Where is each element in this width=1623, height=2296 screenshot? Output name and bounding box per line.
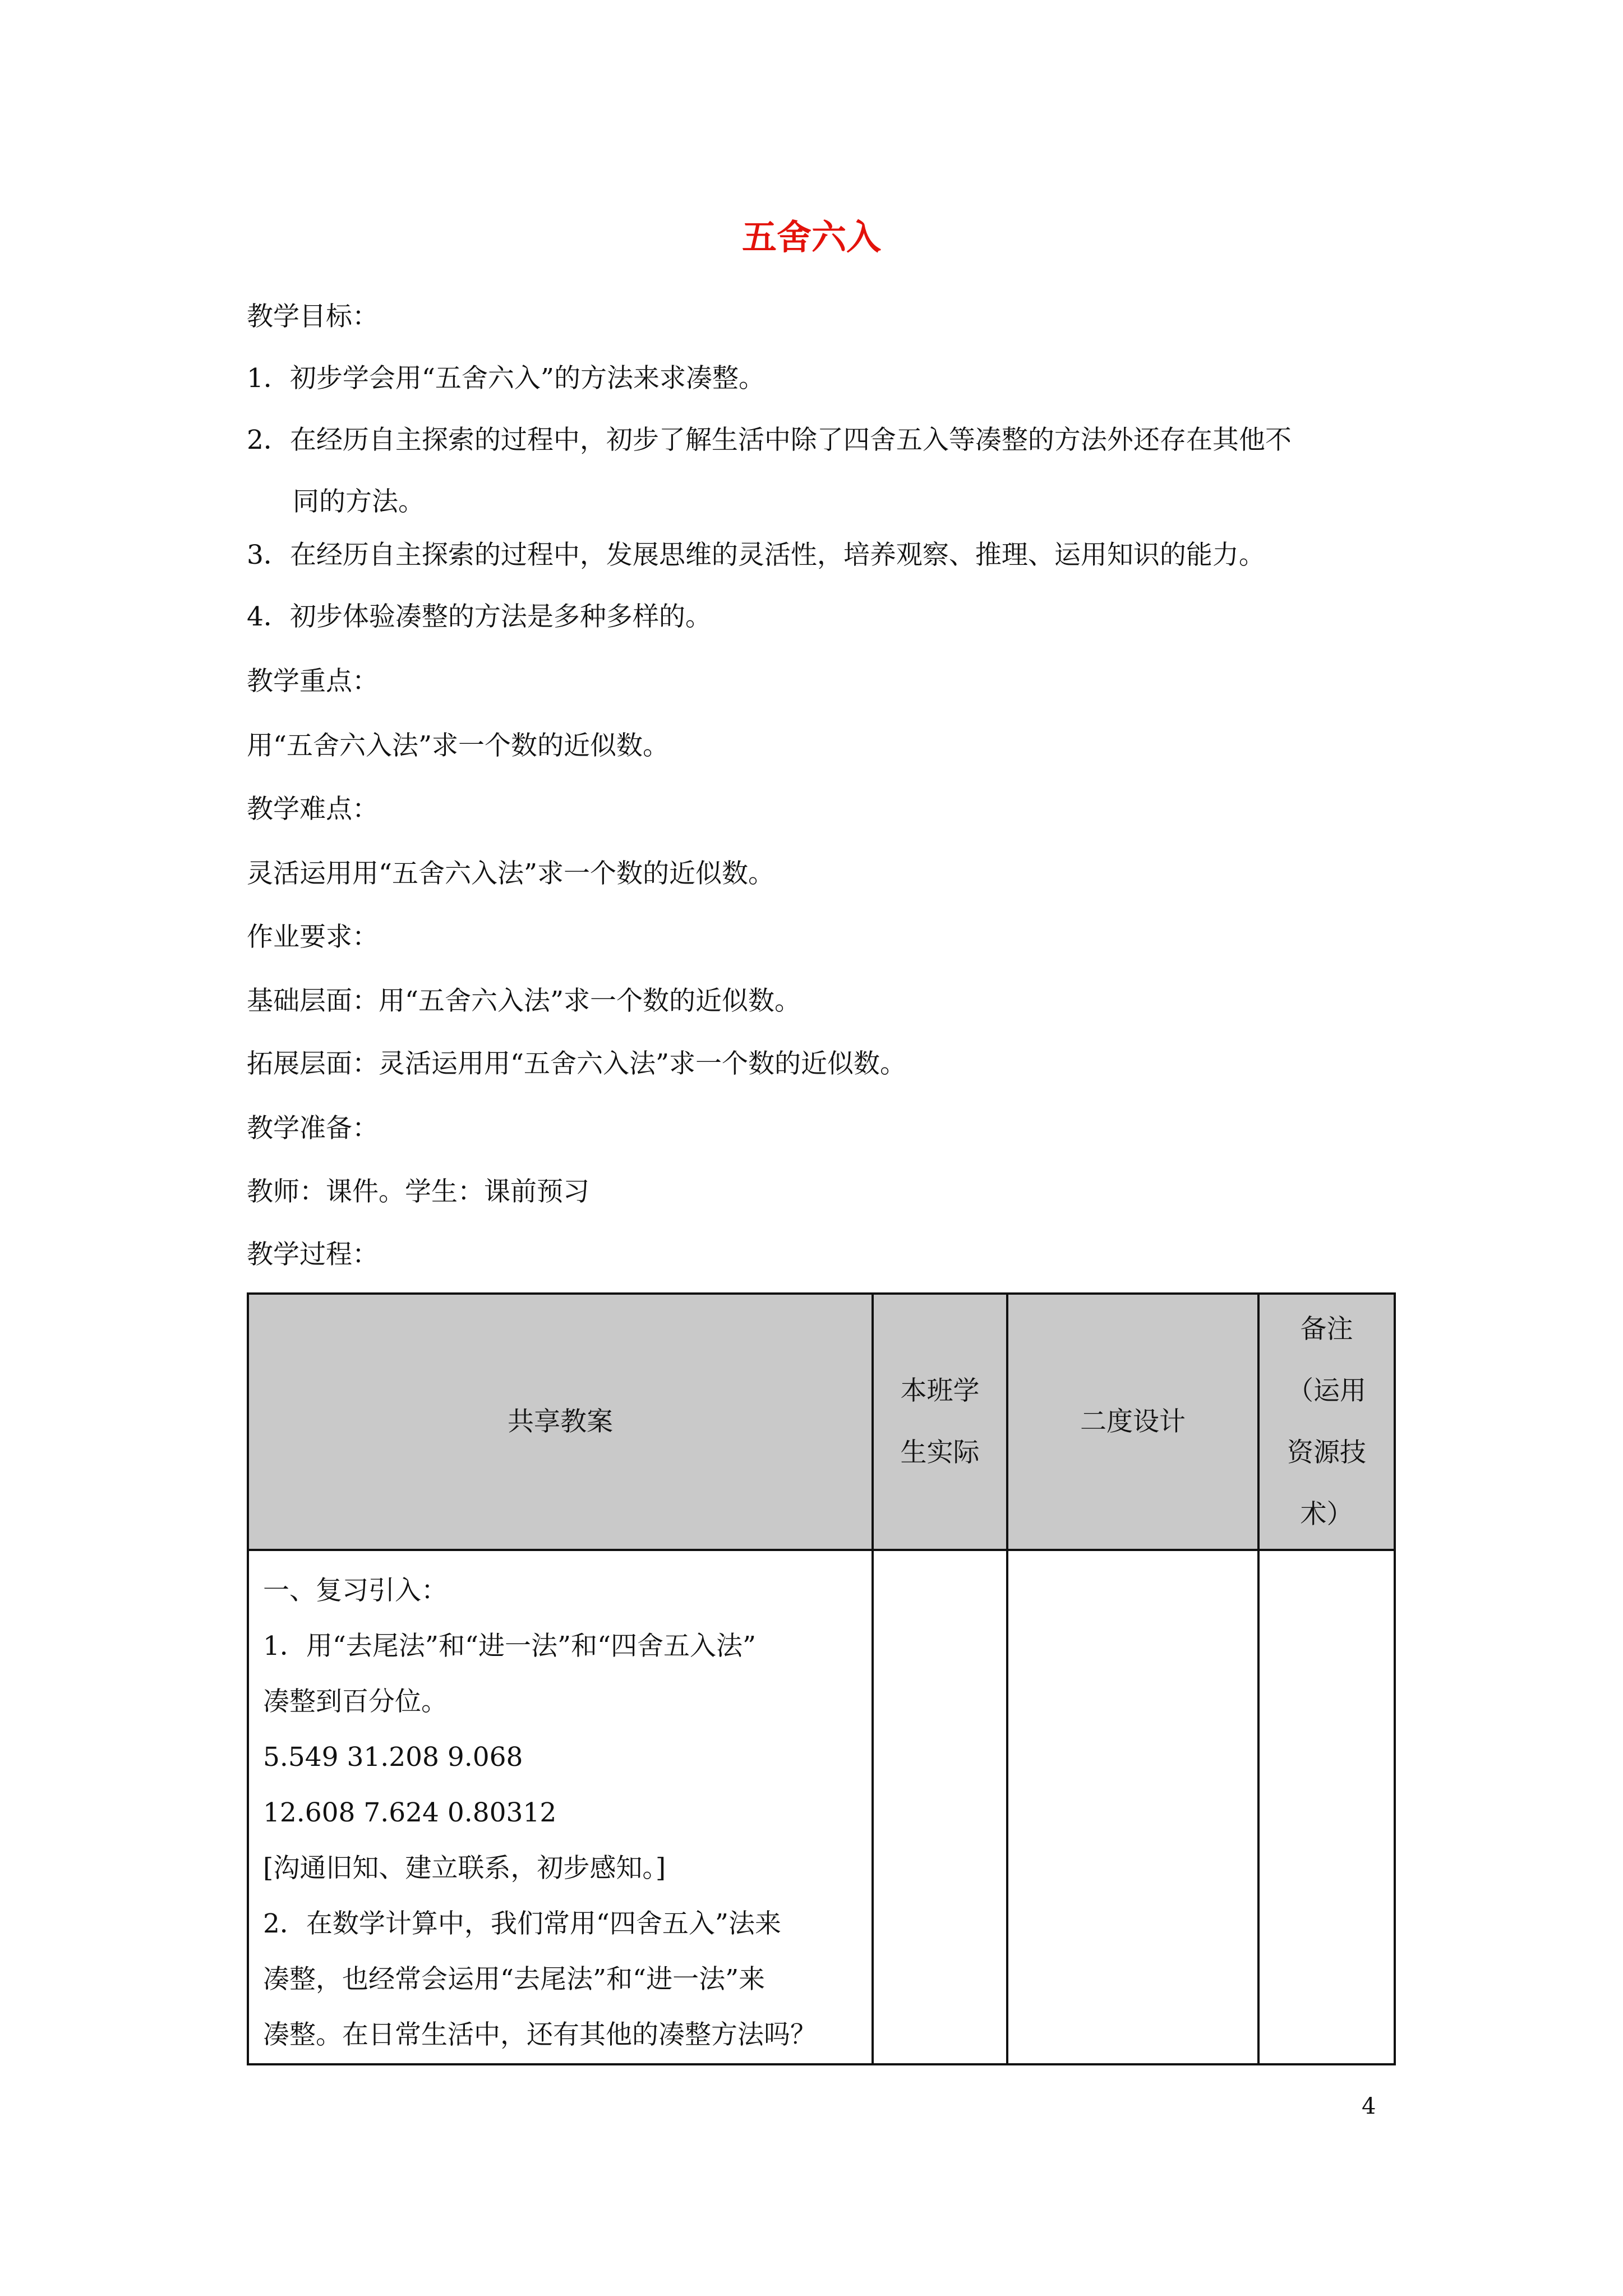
header-class-actual-line-1: 本班学 xyxy=(900,1375,980,1406)
notes-cell xyxy=(1258,1550,1395,2064)
shared-plan-content xyxy=(248,1550,873,2064)
header-shared-plan-label: 共享教案 xyxy=(508,1406,613,1437)
key-point-heading: 教学重点： xyxy=(247,666,379,697)
objective-4: 4．初步体验凑整的方法是多种多样的。 xyxy=(247,601,712,632)
header-class-actual-line-2: 生实际 xyxy=(900,1437,980,1468)
content-line: [沟通旧知、建立联系，初步感知。] xyxy=(263,1853,666,1884)
content-line: 凑整。在日常生活中，还有其他的凑整方法吗？ xyxy=(263,2019,817,2050)
objectives-heading: 教学目标： xyxy=(247,301,379,332)
header-notes-line-3: 资源技 xyxy=(1287,1437,1366,1468)
content-line: 凑整，也经常会运用“去尾法”和“进一法”来 xyxy=(263,1964,766,1995)
table-row xyxy=(248,1550,1395,2064)
homework-basic: 基础层面：用“五舍六入法”求一个数的近似数。 xyxy=(247,986,801,1016)
page-number: 4 xyxy=(1362,2093,1376,2119)
document-title: 五舍六入 xyxy=(741,217,881,257)
homework-extended: 拓展层面：灵活运用用“五舍六入法”求一个数的近似数。 xyxy=(247,1048,907,1079)
header-class-actual xyxy=(873,1294,1007,1550)
content-line-numbers: 5.549 31.208 9.068 xyxy=(263,1742,523,1773)
homework-heading: 作业要求： xyxy=(247,922,379,953)
class-actual-cell xyxy=(873,1550,1007,2064)
content-line: 凑整到百分位。 xyxy=(263,1686,448,1717)
key-point-text: 用“五舍六入法”求一个数的近似数。 xyxy=(247,730,670,761)
objective-2: 2．在经历自主探索的过程中，初步了解生活中除了四舍五入等凑整的方法外还存在其他不 xyxy=(247,425,1292,455)
difficulty-heading: 教学难点： xyxy=(247,794,379,825)
header-notes-line-4: 术） xyxy=(1300,1498,1353,1530)
content-line: 一、复习引入： xyxy=(263,1575,448,1606)
header-notes-line-2: （运用 xyxy=(1287,1375,1366,1406)
header-notes xyxy=(1258,1294,1395,1550)
objective-2-continuation: 同的方法。 xyxy=(293,486,425,517)
second-design-cell xyxy=(1007,1550,1258,2064)
preparation-text: 教师：课件。学生：课前预习 xyxy=(247,1176,589,1207)
content-line: 2．在数学计算中，我们常用“四舍五入”法来 xyxy=(263,1908,781,1939)
preparation-heading: 教学准备： xyxy=(247,1113,379,1144)
content-line-numbers: 12.608 7.624 0.80312 xyxy=(263,1797,557,1828)
table-header-row xyxy=(248,1294,1395,1550)
header-second-design-label: 二度设计 xyxy=(1080,1406,1186,1437)
objective-3: 3．在经历自主探索的过程中，发展思维的灵活性，培养观察、推理、运用知识的能力。 xyxy=(247,540,1265,570)
difficulty-text: 灵活运用用“五舍六入法”求一个数的近似数。 xyxy=(247,858,775,889)
header-notes-line-1: 备注 xyxy=(1300,1313,1353,1345)
content-line: 1．用“去尾法”和“进一法”和“四舍五入法” xyxy=(263,1631,757,1662)
teaching-process-table xyxy=(247,1292,1396,2065)
process-heading: 教学过程： xyxy=(247,1239,379,1270)
header-second-design xyxy=(1007,1294,1258,1550)
header-shared-plan xyxy=(248,1294,873,1550)
objective-1: 1．初步学会用“五舍六入”的方法来求凑整。 xyxy=(247,363,765,394)
